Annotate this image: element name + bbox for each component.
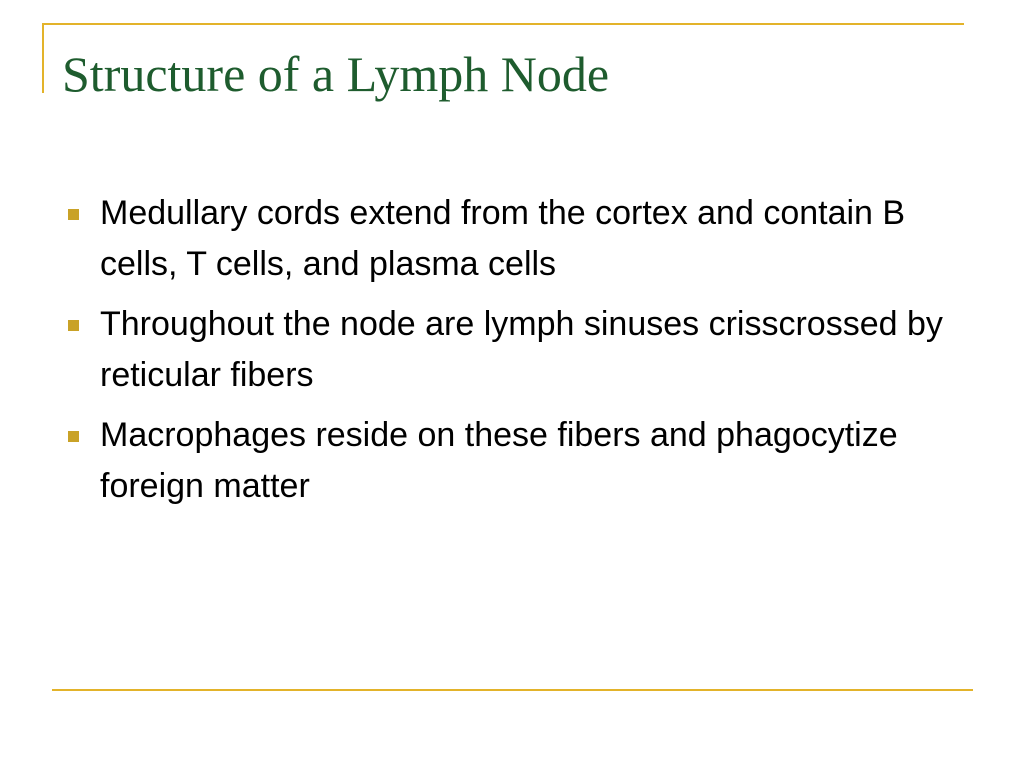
slide-title: Structure of a Lymph Node [62, 46, 610, 102]
square-bullet-icon [68, 320, 79, 331]
footer-rule [52, 689, 973, 691]
square-bullet-icon [68, 209, 79, 220]
frame-left-rule [42, 23, 44, 93]
bullet-item [64, 299, 964, 401]
frame-top-rule [42, 23, 964, 25]
bullet-list [64, 188, 964, 521]
bullet-text: Throughout the node are lymph sinuses crisscrossed by reticular fibers [100, 305, 943, 394]
bullet-item [64, 410, 964, 512]
bullet-item [64, 188, 964, 290]
bullet-text: Macrophages reside on these fibers and phagocytize foreign matter [100, 416, 898, 505]
square-bullet-icon [68, 431, 79, 442]
bullet-text: Medullary cords extend from the cortex and contain B cells, T cells, and plasma cells [100, 194, 906, 283]
